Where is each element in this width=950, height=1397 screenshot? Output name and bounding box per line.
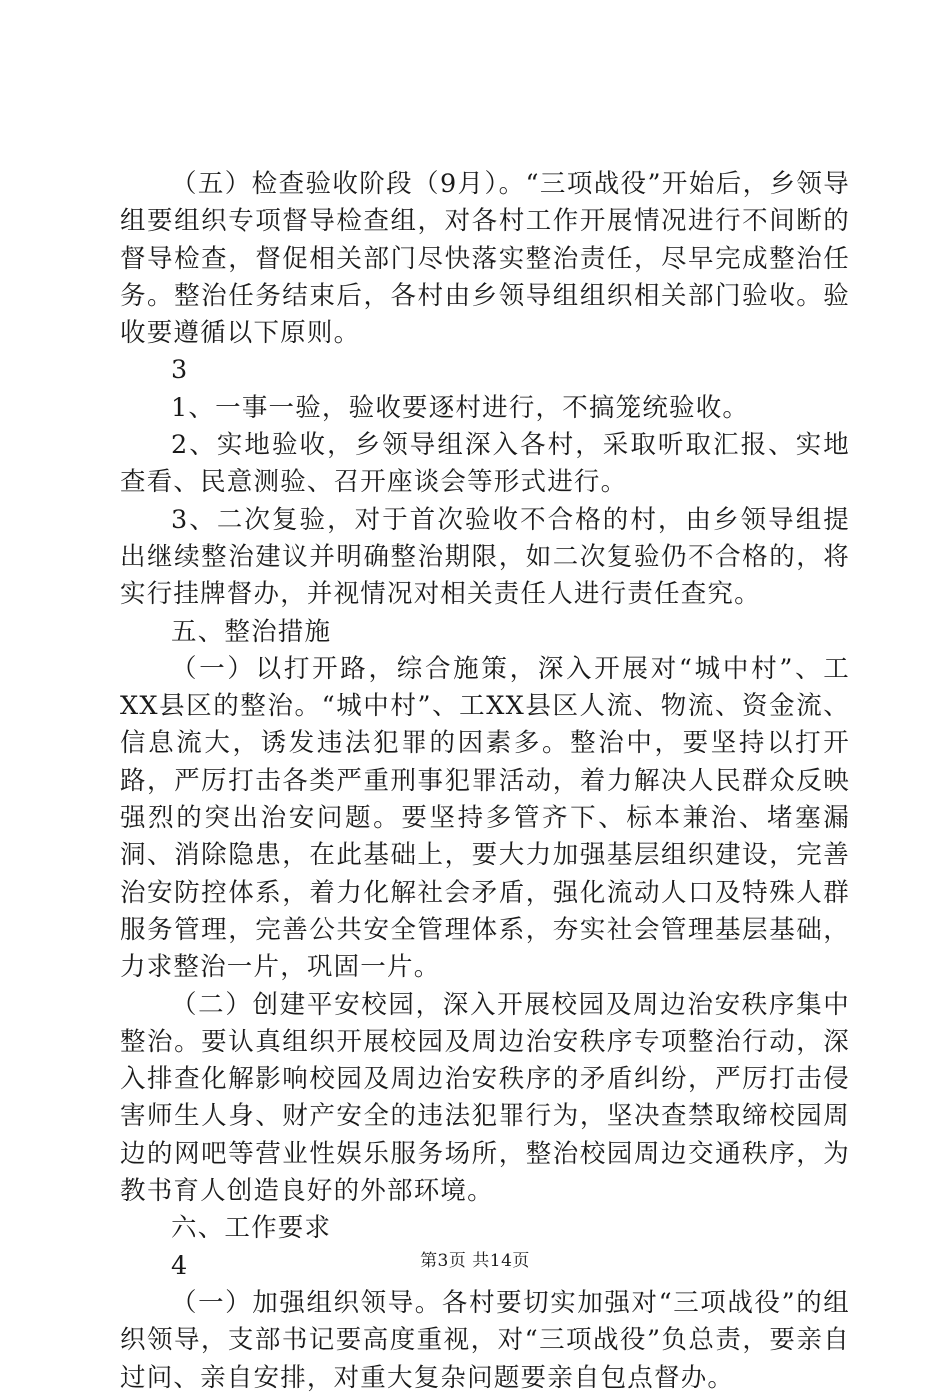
- page-marker-4: 4: [171, 1250, 189, 1281]
- paragraph-requirement-1: （一）加强组织领导。各村要切实加强对“三项战役”的组织领导，支部书记要高度重视，对“三项战役”负总责，要亲自过问、亲自安排，对重大复杂问题要亲自包点督办。: [120, 1287, 850, 1393]
- paragraph-measure-1: （一）以打开路，综合施策，深入开展对“城中村”、工XX县区的整治。“城中村”、工XX县区人流、物流、资金流、信息流大，诱发违法犯罪的因素多。整治中，要坚持以打开路，严厉打击各类严重刑事犯罪活动，着力解决人民群众反映强烈的突出治安问题。要坚持多管齐下、标本兼治、堵塞漏洞、消除隐患，在此基础上，要大力加强基层组织建设，完善治安防控体系，着力化解社会矛盾，强化流动人口及特殊人群服务管理，完善公共安全管理体系，夯实社会管理基层基础，力求整治一片，巩固一片。: [120, 653, 850, 983]
- paragraph-principle-2: 2、实地验收，乡领导组深入各村，采取听取汇报、实地查看、民意测验、召开座谈会等形式进行。: [120, 430, 850, 498]
- paragraph-measure-2: （二）创建平安校园，深入开展校园及周边治安秩序集中整治。要认真组织开展校园及周边治安秩序专项整治行动，深入排查化解影响校园及周边治安秩序的矛盾纠纷，严厉打击侵害师生人身、财产安全的违法犯罪行为，坚决查禁取缔校园周边的网吧等营业性娱乐服务场所，整治校园周边交通秩序，为教书育人创造良好的外部环境。: [120, 989, 850, 1207]
- page-marker-3: 3: [171, 355, 189, 386]
- page-footer: 第3页 共14页: [420, 1251, 530, 1271]
- paragraph-inspection-stage: （五）检查验收阶段（9月）。“三项战役”开始后，乡领导组要组织专项督导检查组，对各村工作开展情况进行不间断的督导检查，督促相关部门尽快落实整治责任，尽早完成整治任务。整治任务结束后，各村由乡领导组组织相关部门验收。验收要遵循以下原则。: [120, 169, 850, 349]
- paragraph-principle-3: 3、二次复验，对于首次验收不合格的村，由乡领导组提出继续整治建议并明确整治期限，如二次复验仍不合格的，将实行挂牌督办，并视情况对相关责任人进行责任查究。: [120, 504, 850, 610]
- section-heading-measures: 五、整治措施: [171, 616, 332, 647]
- document-body: [120, 166, 850, 1397]
- paragraph-principle-1: 1、一事一验，验收要逐村进行，不搞笼统验收。: [171, 392, 750, 423]
- section-heading-requirements: 六、工作要求: [171, 1213, 332, 1244]
